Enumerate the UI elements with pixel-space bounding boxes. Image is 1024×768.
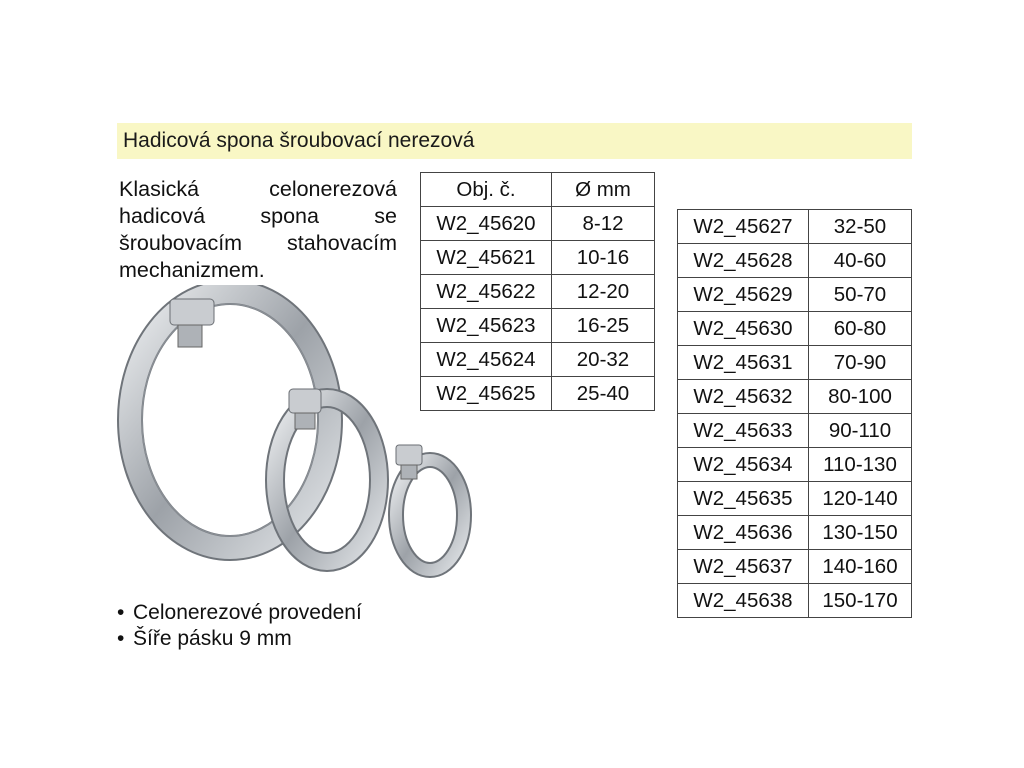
diameter-cell: 120-140	[809, 482, 912, 516]
order-no-cell: W2_45622	[421, 275, 552, 309]
table-row	[678, 312, 912, 346]
diameter-cell: 25-40	[552, 377, 655, 411]
diameter-cell: 110-130	[809, 448, 912, 482]
feature-item: • Celonerezové provedení	[117, 601, 362, 624]
table-row	[678, 516, 912, 550]
table-row	[678, 414, 912, 448]
table-row	[678, 550, 912, 584]
order-no-cell: W2_45634	[678, 448, 809, 482]
table-row	[678, 482, 912, 516]
diameter-cell: 150-170	[809, 584, 912, 618]
order-no-cell: W2_45621	[421, 241, 552, 275]
order-no-cell: W2_45631	[678, 346, 809, 380]
order-no-cell: W2_45632	[678, 380, 809, 414]
table-row	[421, 343, 655, 377]
order-no-cell: W2_45628	[678, 244, 809, 278]
diameter-cell: 90-110	[809, 414, 912, 448]
order-no-cell: W2_45638	[678, 584, 809, 618]
order-no-cell: W2_45633	[678, 414, 809, 448]
diameter-cell: 32-50	[809, 210, 912, 244]
table-row	[678, 244, 912, 278]
sizes-table-2	[677, 209, 912, 618]
table-row	[421, 309, 655, 343]
product-title: Hadicová spona šroubovací nerezová	[123, 129, 475, 152]
order-no-cell: W2_45627	[678, 210, 809, 244]
order-no-cell: W2_45623	[421, 309, 552, 343]
table-row	[678, 210, 912, 244]
order-no-cell: W2_45620	[421, 207, 552, 241]
column-header-order-no: Obj. č.	[421, 173, 552, 207]
diameter-cell: 70-90	[809, 346, 912, 380]
order-no-cell: W2_45629	[678, 278, 809, 312]
diameter-cell: 10-16	[552, 241, 655, 275]
diameter-cell: 50-70	[809, 278, 912, 312]
diameter-cell: 130-150	[809, 516, 912, 550]
feature-item: • Šíře pásku 9 mm	[117, 627, 292, 650]
table-row	[678, 346, 912, 380]
diameter-cell: 60-80	[809, 312, 912, 346]
table-row	[421, 207, 655, 241]
order-no-cell: W2_45635	[678, 482, 809, 516]
column-header-diameter: Ø mm	[552, 173, 655, 207]
diameter-cell: 20-32	[552, 343, 655, 377]
sizes-table-1	[420, 172, 655, 411]
diameter-cell: 16-25	[552, 309, 655, 343]
diameter-cell: 40-60	[809, 244, 912, 278]
table-row	[421, 275, 655, 309]
table-row	[421, 377, 655, 411]
small-clamp-icon	[396, 445, 464, 570]
diameter-cell: 12-20	[552, 275, 655, 309]
diameter-cell: 8-12	[552, 207, 655, 241]
order-no-cell: W2_45625	[421, 377, 552, 411]
order-no-cell: W2_45636	[678, 516, 809, 550]
diameter-cell: 140-160	[809, 550, 912, 584]
order-no-cell: W2_45624	[421, 343, 552, 377]
table-header-row	[421, 173, 655, 207]
product-description: Klasická celonerezová hadicová spona se šroubovacím stahovacím mechanizmem.	[119, 177, 397, 282]
table-row	[421, 241, 655, 275]
table-row	[678, 380, 912, 414]
diameter-cell: 80-100	[809, 380, 912, 414]
table-row	[678, 448, 912, 482]
order-no-cell: W2_45637	[678, 550, 809, 584]
feature-list	[117, 600, 362, 652]
table-row	[678, 278, 912, 312]
order-no-cell: W2_45630	[678, 312, 809, 346]
table-row	[678, 584, 912, 618]
title-bar	[117, 123, 912, 159]
